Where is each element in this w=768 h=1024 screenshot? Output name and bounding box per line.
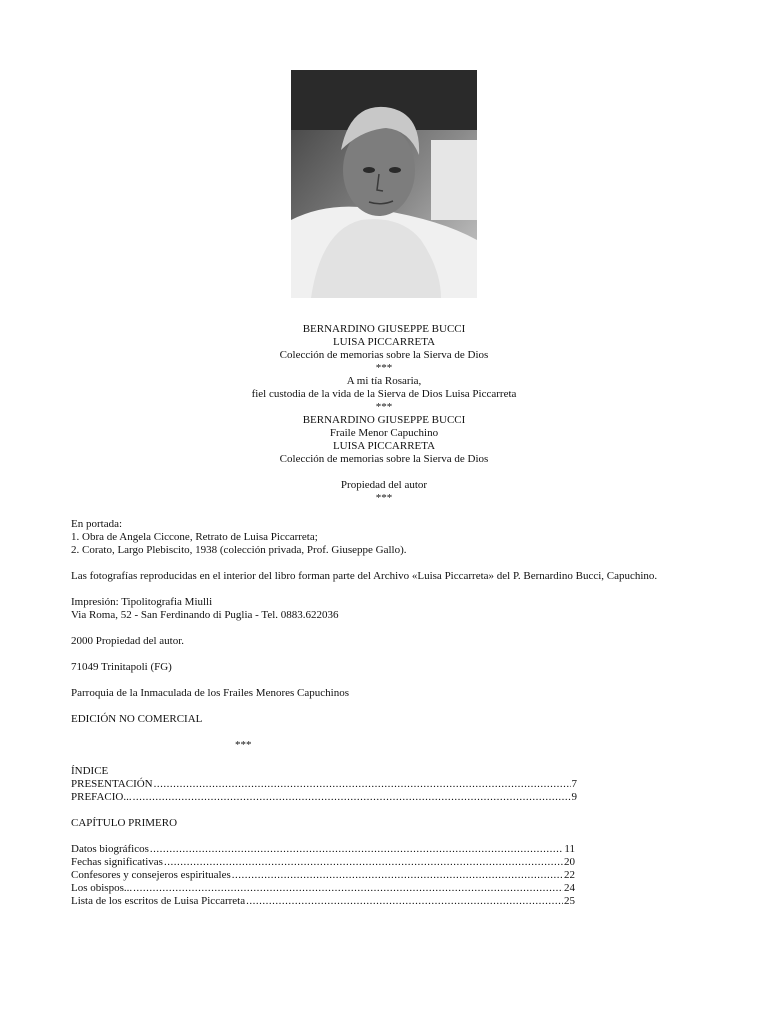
toc-leader xyxy=(133,882,563,895)
toc-entry-label: Fechas significativas xyxy=(71,856,163,868)
author-name: BERNARDINO GIUSEPPE BUCCI xyxy=(302,323,466,335)
separator-stars: *** xyxy=(375,362,393,374)
spacer xyxy=(0,466,768,479)
cover-credit: 1. Obra de Angela Ciccone, Retrato de Luisa Piccarreta; xyxy=(71,531,318,543)
toc-leader xyxy=(150,843,564,856)
toc-entry-label: PREFACIO... xyxy=(71,791,132,803)
toc-leader xyxy=(133,791,571,804)
spacer xyxy=(71,648,691,661)
printing-credit: Impresión: Tipolitografia Miulli xyxy=(71,596,213,608)
book-subtitle: Colección de memorias sobre la Sierva de Dios xyxy=(279,349,489,361)
dedication-line: A mi tía Rosaria, xyxy=(346,375,422,387)
toc-entry-label: Los obispos... xyxy=(71,882,133,894)
spacer xyxy=(71,583,691,596)
toc-leader xyxy=(246,895,563,908)
parish-line: Parroquia de la Inmaculada de los Frailes Menores Capuchinos xyxy=(71,687,349,699)
toc-entry xyxy=(71,778,577,791)
toc-entry xyxy=(71,869,575,882)
toc-entry-label: Confesores y consejeros espirituales xyxy=(71,869,231,881)
dedication-line: fiel custodia de la vida de la Sierva de Dios Luisa Piccarreta xyxy=(251,388,517,400)
portrait-photo-icon xyxy=(291,70,477,298)
edition-note: EDICIÓN NO COMERCIAL xyxy=(71,713,203,725)
chapter-heading: CAPÍTULO PRIMERO xyxy=(71,817,178,829)
portrait-photo-svg xyxy=(291,70,477,298)
toc-entry xyxy=(71,856,575,869)
toc-leader xyxy=(232,869,563,882)
toc-entry-page: 7 xyxy=(571,778,577,790)
toc-leader xyxy=(164,856,563,869)
toc-entry-page: 9 xyxy=(571,791,577,803)
title-block xyxy=(0,323,768,505)
printer-address: Via Roma, 52 - San Ferdinando di Puglia - Tel. 0883.622036 xyxy=(71,609,339,621)
spacer xyxy=(71,804,691,817)
toc-leader xyxy=(154,778,571,791)
spacer xyxy=(71,726,691,739)
spacer xyxy=(71,622,691,635)
copyright-note: 2000 Propiedad del autor. xyxy=(71,635,185,647)
author-name: BERNARDINO GIUSEPPE BUCCI xyxy=(302,414,466,426)
separator-stars: *** xyxy=(375,401,393,413)
cover-credit: 2. Corato, Largo Plebiscito, 1938 (colección privada, Prof. Giuseppe Gallo). xyxy=(71,544,407,556)
spacer xyxy=(71,752,691,765)
spacer xyxy=(71,830,691,843)
index-heading: ÍNDICE xyxy=(71,765,109,777)
toc-entry xyxy=(71,791,577,804)
separator-stars: *** xyxy=(375,492,393,504)
separator-stars: *** xyxy=(235,739,252,751)
toc-entry-page: 20 xyxy=(564,856,575,868)
toc-entry-label: PRESENTACIÓN xyxy=(71,778,153,790)
spacer xyxy=(71,557,691,570)
book-title: LUISA PICCARRETA xyxy=(332,440,436,452)
photo-credit: Las fotografías reproducidas en el interior del libro forman parte del Archivo «Luisa Piccarreta» del P. Bernardino Bucci, Capuchino. xyxy=(71,570,658,582)
toc-entry-page: 11 xyxy=(564,843,575,855)
author-order: Fraile Menor Capuchino xyxy=(329,427,439,439)
property-note: Propiedad del autor xyxy=(340,479,428,491)
spacer xyxy=(71,674,691,687)
toc-entry xyxy=(71,843,575,856)
toc-entry-page: 25 xyxy=(564,895,575,907)
toc-entry-page: 24 xyxy=(564,882,575,894)
toc-entry xyxy=(71,882,575,895)
book-title: LUISA PICCARRETA xyxy=(332,336,436,348)
spacer xyxy=(71,700,691,713)
toc-entry-label: Lista de los escritos de Luisa Piccarreta xyxy=(71,895,246,907)
book-subtitle: Colección de memorias sobre la Sierva de Dios xyxy=(279,453,489,465)
toc-entry-label: Datos biográficos xyxy=(71,843,149,855)
city-line: 71049 Trinitapoli (FG) xyxy=(71,661,172,673)
toc-entry xyxy=(71,895,575,908)
cover-label: En portada: xyxy=(71,518,123,530)
credits-and-index xyxy=(71,518,691,908)
toc-entry-page: 22 xyxy=(564,869,575,881)
